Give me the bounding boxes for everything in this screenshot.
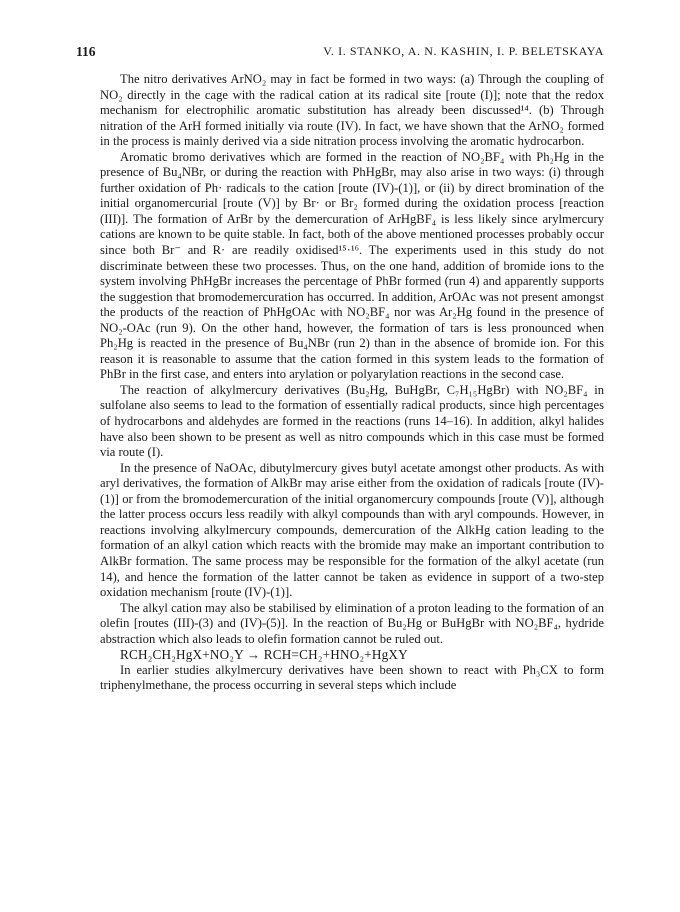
body-text (100, 72, 604, 694)
reaction-equation: RCH₂CH₂HgX+NO₂Y → RCH=CH₂+HNO₂+HgXY (120, 647, 408, 663)
running-head-authors: V. I. STANKO, A. N. KASHIN, I. P. BELETSKAYA (323, 44, 604, 58)
paragraph-alkylmercury-reaction: The reaction of alkylmercury derivatives (Bu₂Hg, BuHgBr, C₇H₁₅HgBr) with NO₂BF₄ in sulfolane also seems to lead to the formation of essentially radical products, since high percentages of hydrocarbons and aldehydes are formed in the reactions (runs 14–16). In addition, alkyl halides have also been shown to be present as well as nitro compounds which in this case must be formed via route (I). (100, 382, 604, 460)
paragraph-alkyl-cation: The alkyl cation may also be stabilised by elimination of a proton leading to the formation of an olefin [routes (III)-(3) and (IV)-(5)]. In the reaction of Bu₂Hg or BuHgBr with NO₂BF₄, hydride abstraction which also leads to olefin formation cannot be ruled out. (100, 600, 604, 646)
paragraph-naoac-presence: In the presence of NaOAc, dibutylmercury gives butyl acetate amongst other products. As with aryl derivatives, the formation of AlkBr may arise either from the oxidation of radicals [route (IV)-(1)] or from the bromodemercuration of the initial organomercury compounds [route (V)], although the latter process occurs less readily with alkyl compounds than with aryl compounds. However, in reactions involving alkylmercury compounds, demercuration of the AlkHg cation leading to the formation of an alkyl cation which reacts with the bromide may make an important contribution to AlkBr formation. The same process may be responsible for the formation of the alkyl acetate (run 14), and hence the formation of the latter cannot be taken as evidence in support of a two-step oxidation mechanism [route (IV)-(1)]. (100, 460, 604, 600)
page-number: 116 (76, 44, 96, 59)
paragraph-bromo-derivatives: Aromatic bromo derivatives which are formed in the reaction of NO₂BF₄ with Ph₂Hg in the presence of Bu₄NBr, or during the reaction with PhHgBr, may also arise in two ways: (i) through further oxidation of Ph· radicals to the cation [route (IV)-(1)], or (ii) by direct bromination of the initial organomercurial [route (V)] by Br· or Br₂ formed during the oxidation process [reaction (III)]. The formation of ArBr by the demercuration of ArHgBF₄ is less likely since arylmercury cations are known to be quite stable. In fact, both of the above mentioned processes probably occur since both Br⁻ and R· are readily oxidised¹⁵·¹⁶. The experiments used in this study do not discriminate between these two processes. Thus, on the one hand, addition of bromide ions to the system involving PhHgBr increases the percentage of PhBr formed (run 4) and apparently supports the suggestion that bromodemercuration has occurred. In addition, ArOAc was not present amongst the products of the reaction of PhHgOAc with NO₂BF₄ nor was Ar₂Hg found in the presence of NO₂-OAc (run 9). On the other hand, however, the formation of tars is less pronounced when Ph₂Hg is reacted in the presence of Bu₄NBr (run 2) than in the absence of bromide ion. For this reason it is reasonable to assume that the cation formed in this system leads to the formation of PhBr in the first case, and enters into arylation or polyarylation reactions in the second case. (100, 149, 604, 382)
paragraph-earlier-studies: In earlier studies alkylmercury derivatives have been shown to react with Ph₃CX to form triphenylmethane, the process occurring in several steps which include (100, 662, 604, 693)
paragraph-nitro-derivatives: The nitro derivatives ArNO₂ may in fact be formed in two ways: (a) Through the coupling of NO₂ directly in the cage with the radical cation at its radical site [route (I)]; note that the redox mechanism for electrophilic aromatic substitution has already been discussed¹⁴. (b) Through nitration of the ArH formed initially via route (IV). In fact, we have shown that the ArNO₂ formed in the process is mainly derived via a side nitration process involving the aromatic hydrocarbon. (100, 72, 604, 149)
running-header (76, 44, 604, 62)
